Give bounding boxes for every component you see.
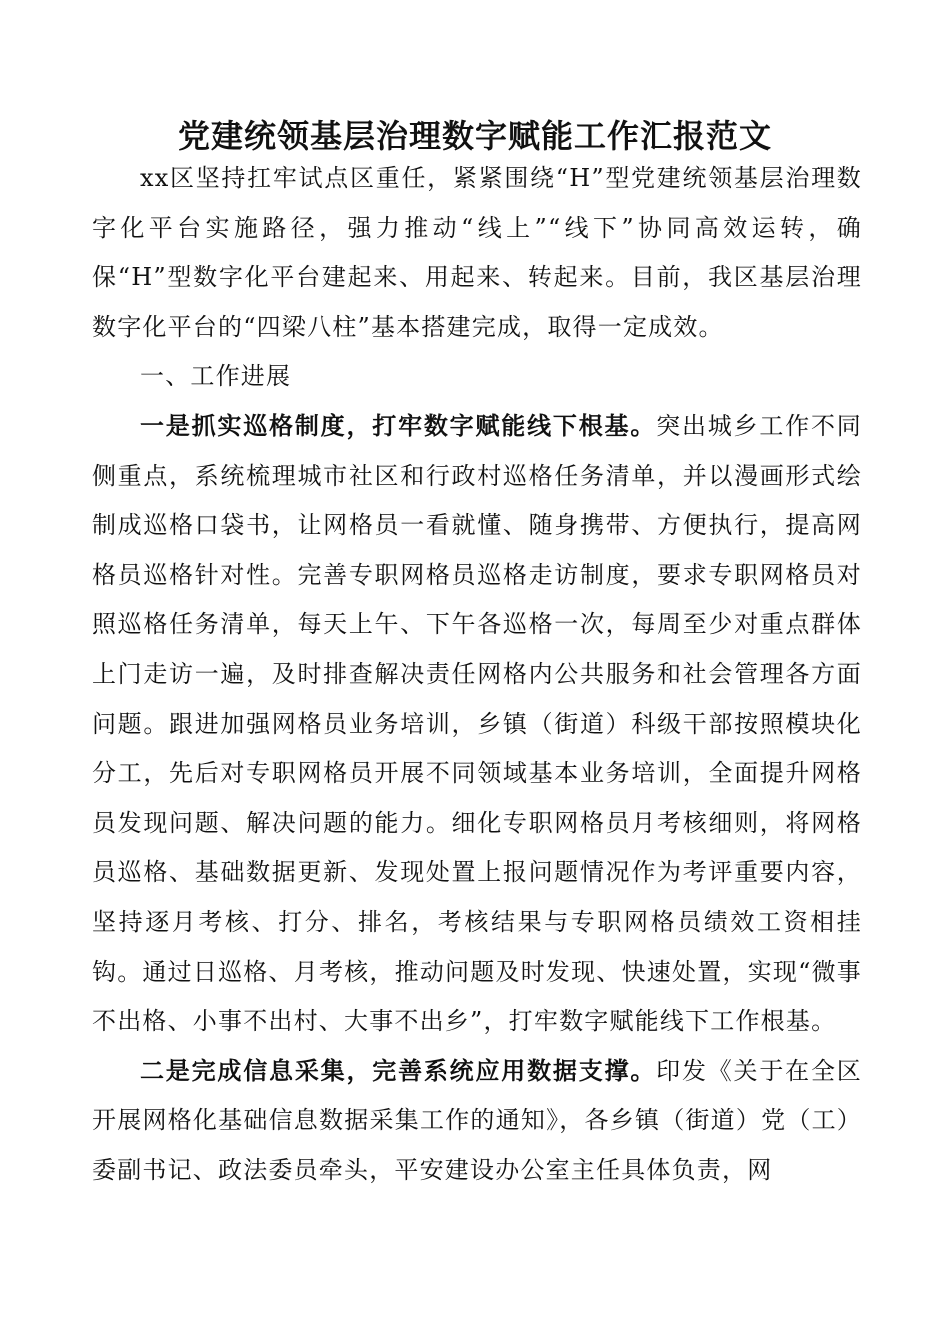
item-one-lead: 一是抓实巡格制度，打牢数字赋能线下根基。 xyxy=(140,411,657,440)
item-two-paragraph xyxy=(92,1047,862,1196)
document-title: 党建统领基层治理数字赋能工作汇报范文 xyxy=(177,117,772,155)
section-heading: 一、工作进展 xyxy=(140,362,292,391)
intro-paragraph: xx区坚持扛牢试点区重任，紧紧围绕“H”型党建统领基层治理数字化平台实施路径，强力推动“线上”“线下”协同高效运转，确保“H”型数字化平台建起来、用起来、转起来。目前，我区基层治理数字化平台的“四梁八柱”基本搭建完成，取得一定成效。 xyxy=(92,164,862,341)
document-body xyxy=(92,154,862,1195)
item-one-paragraph xyxy=(92,402,862,1047)
item-two-body: 印发《关于在全区开展网格化基础信息数据采集工作的通知》，各乡镇（街道）党（工）委副书记、政法委员牵头，平安建设办公室主任具体负责，网 xyxy=(92,1056,862,1184)
item-two-lead: 二是完成信息采集，完善系统应用数据支撑。 xyxy=(140,1056,657,1085)
item-one-body: 突出城乡工作不同侧重点，系统梳理城市社区和行政村巡格任务清单，并以漫画形式绘制成巡格口袋书，让网格员一看就懂、随身携带、方便执行，提高网格员巡格针对性。完善专职网格员巡格走访制度，要求专职网格员对照巡格任务清单，每天上午、下午各巡格一次，每周至少对重点群体上门走访一遍，及时排查解决责任网格内公共服务和社会管理各方面问题。跟进加强网格员业务培训，乡镇（街道）科级干部按照模块化分工，先后对专职网格员开展不同领域基本业务培训，全面提升网格员发现问题、解决问题的能力。细化专职网格员月考核细则，将网格员巡格、基础数据更新、发现处置上报问题情况作为考评重要内容，坚持逐月考核、打分、排名，考核结果与专职网格员绩效工资相挂钩。通过日巡格、月考核，推动问题及时发现、快速处置，实现“微事不出格、小事不出村、大事不出乡”，打牢数字赋能线下工作根基。 xyxy=(92,411,862,1036)
